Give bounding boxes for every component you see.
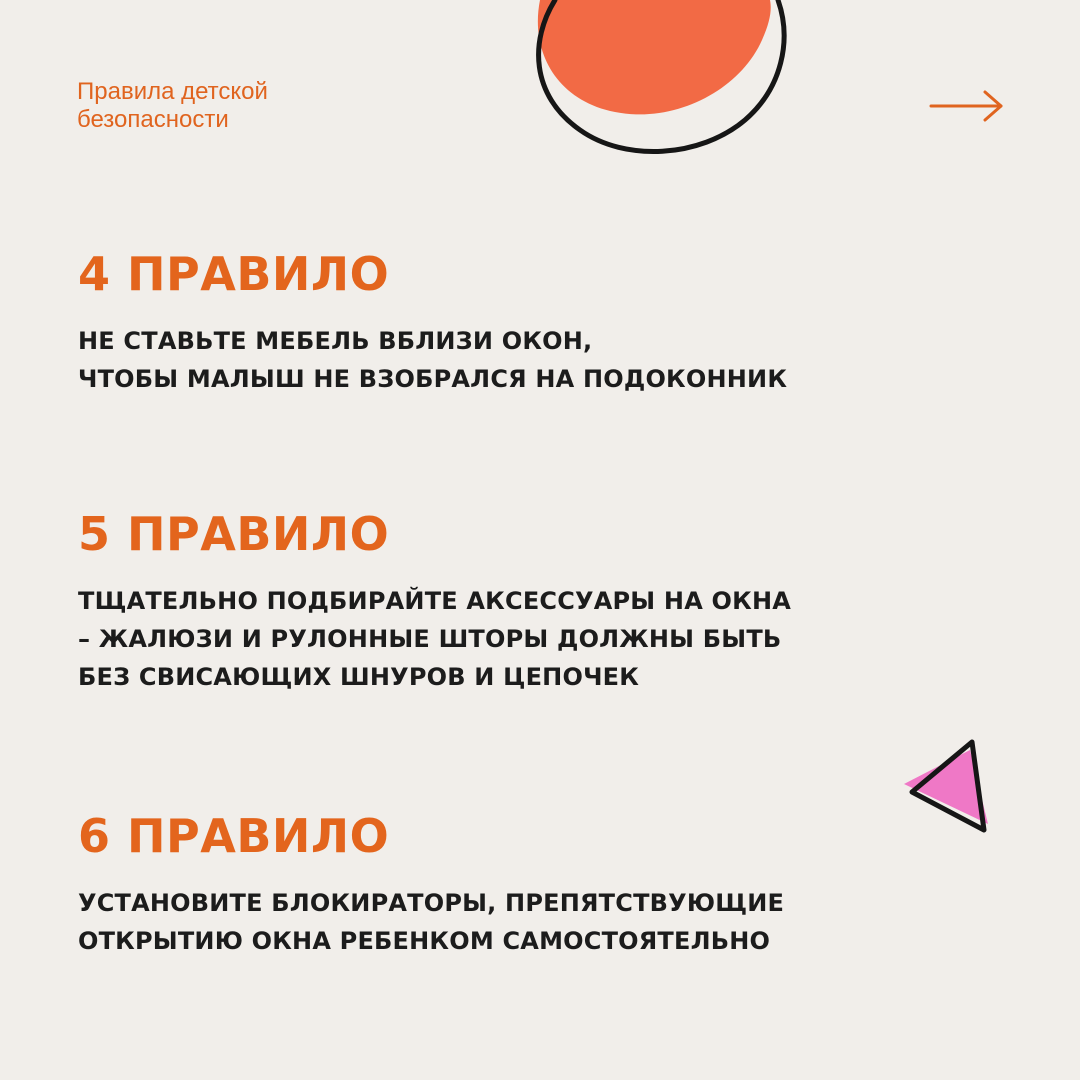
rule-5-line-1: ТЩАТЕЛЬНО ПОДБИРАЙТЕ АКСЕССУАРЫ НА ОКНА bbox=[78, 587, 792, 615]
rule-6 bbox=[78, 808, 1018, 960]
rule-5 bbox=[78, 506, 1018, 696]
rule-6-line-1: УСТАНОВИТЕ БЛОКИРАТОРЫ, ПРЕПЯТСТВУЮЩИЕ bbox=[78, 889, 785, 917]
header-title-line-1: Правила детской bbox=[77, 78, 268, 105]
rule-5-line-2: – ЖАЛЮЗИ И РУЛОННЫЕ ШТОРЫ ДОЛЖНЫ БЫТЬ bbox=[78, 625, 782, 653]
rule-6-line-2: ОТКРЫТИЮ ОКНА РЕБЕНКОМ САМОСТОЯТЕЛЬНО bbox=[78, 927, 771, 955]
rule-4-text bbox=[78, 322, 1018, 398]
rule-4-title: 4 ПРАВИЛО bbox=[78, 247, 390, 301]
rule-4-line-1: НЕ СТАВЬТЕ МЕБЕЛЬ ВБЛИЗИ ОКОН, bbox=[78, 327, 593, 355]
header-title-line-2: безопасности bbox=[77, 106, 229, 133]
rule-6-text bbox=[78, 884, 1018, 960]
rule-4 bbox=[78, 246, 1018, 398]
rule-5-text bbox=[78, 582, 1018, 696]
rule-5-line-3: БЕЗ СВИСАЮЩИХ ШНУРОВ И ЦЕПОЧЕК bbox=[78, 663, 640, 691]
rule-6-title: 6 ПРАВИЛО bbox=[78, 809, 390, 863]
arrow-right-icon[interactable] bbox=[925, 86, 1009, 126]
rule-5-title: 5 ПРАВИЛО bbox=[78, 507, 390, 561]
orange-circle-decoration bbox=[500, 0, 820, 170]
rule-4-line-2: ЧТОБЫ МАЛЫШ НЕ ВЗОБРАЛСЯ НА ПОДОКОННИК bbox=[78, 365, 788, 393]
header-title bbox=[77, 78, 397, 134]
